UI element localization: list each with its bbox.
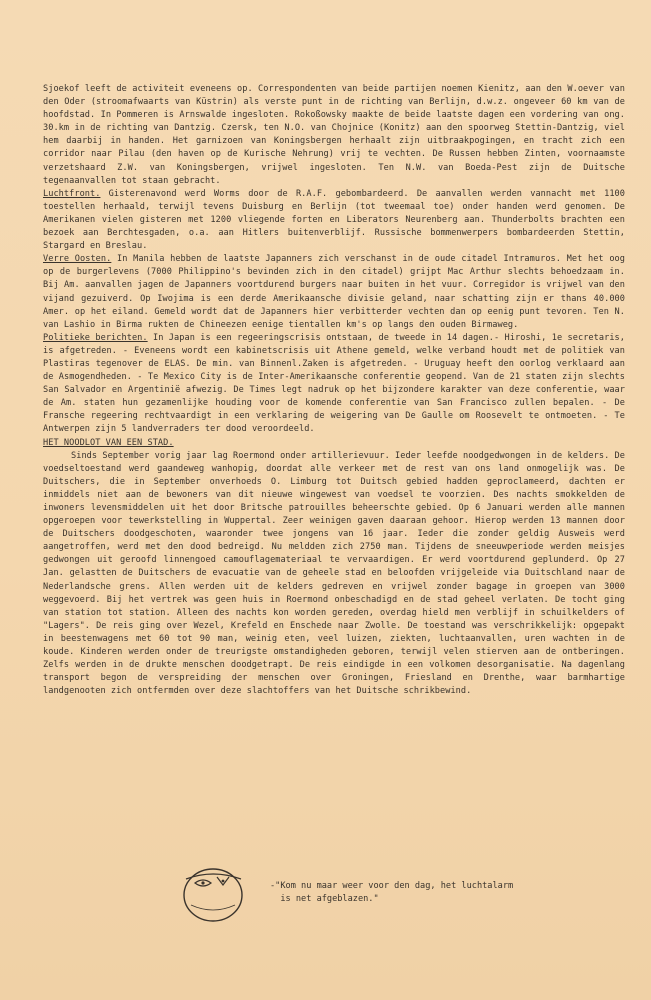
heading-political-news: Politieke berichten. — [43, 332, 148, 343]
text-far-east: In Manila hebben de laatste Japanners zich verschanst in de oude citadel Intramuros. Met het oog op de burgerlevens (7000 Philippino's bevinden zich in den citadel) grijpt Mac Arthur slechts behoedzaam in. Bij Am. aanvallen jagen de Japanners voortdurend burgers naar buiten in het vuur. Corregidor is vrijwel van den vijand gezuiverd. Op Iwojima is een derde Amerikaansche divisie geland, naar schatting zijn er thans 40.000 Amer. op het eiland. Gemeld wordt dat de Japanners hier verbitterder vechten dan op eenig punt tevoren. Ten N. van Lashio in Birma rukten de Chineezen eenige tientallen km's op langs den ouden Birmaweg. — [43, 254, 625, 330]
paragraph-political-news — [43, 332, 625, 437]
document-body — [43, 83, 625, 698]
caption-line-2: is net afgeblazen." — [270, 893, 379, 904]
paragraph-front-east: Sjoekof leeft de activiteit eveneens op. Correspondenten van beide partijen noemen Kienitz, aan den W.oever van den Oder (stroomafwaarts van Küstrin) als verste punt in de richting van Berlijn, d.w.z. ongeveer 60 km van de hoofdstad. In Pommeren is Arnswalde ingesloten. Rokoßowsky maakte de beide laatste dagen een vordering van ong. 30.km in de richting van Dantzig. Czersk, ten N.O. van Chojnice (Konitz) aan den spoorweg Stettin-Dantzig, viel hem daarbij in handen. Het garnizoen van Koningsbergen herhaalt zijn uitbraakpogingen, en tracht zich een corridor naar Pilau (den haven op de Kurische Nehrung) vrij te vechten. De Russen hebben Zinten, voornaamste verzetshaard Z.W. van Koningsbergen, vrijwel ingesloten. Ten N.W. van Boeda-Pest zijn de Duitsche tegenaanvallen tot staan gebracht. — [43, 84, 625, 186]
cartoon-caption — [270, 880, 530, 905]
paragraph-far-east — [43, 253, 625, 332]
text-political-news: In Japan is een regeeringscrisis ontstaan, de tweede in 14 dagen.- Hiroshi, 1e secretaris, is afgetreden. - Eveneens wordt een kabinetscrisis uit Athene gemeld, welke verband houdt met de politiek van Plastiras tegenover de ELAS. De min. van Binnenl.Zaken is afgetreden. - Uruguay heeft den oorlog verklaard aan de Asmogendheden. - Te Mexico City is de Inter-Amerikaansche conferentie geopend. Van de 21 staten zijn slechts San Salvador en Argentinië afwezig. De Times legt nadruk op het bijzondere karakter van deze conferentie, waar de Am. staten hun gezamenlijke houding voor de komende conferentie van San Francisco zullen bepalen. - De Fransche regeering rechtvaardigt in een verklaring de weigering van De Gaulle om Roosevelt te ontmoeten. - Te Antwerpen zijn 5 landverraders ter dood veroordeeld. — [43, 332, 625, 435]
section-title: HET NOODLOT VAN EEN STAD. — [43, 437, 174, 448]
paragraph-roermond: Sinds September vorig jaar lag Roermond onder artillerievuur. Ieder leefde noodgedwongen in de kelders. De voedseltoestand werd gaandeweg wanhopig, doordat alle verkeer met de rest van ons land onmogelijk was. De Duitschers, die in September onverhoeds O. Limburg tot Duitsch gebied hadden geproclameerd, dachten er inmiddels niet aan de bewoners van dit nieuwe wingewest van voedsel te voorzien. Des nachts smokkelden de inwoners levensmiddelen uit het door Britsche patrouilles beheerschte gebied. Op 6 Januari werden alle mannen opgeroepen voor tewerkstelling in Wuppertal. Zeer weinigen gaven daaraan gehoor. Hierop werden 13 mannen door de Duitschers doodgeschoten, waaronder twee jongens van 16 jaar. Ieder die zonder geldig Ausweis werd aangetroffen, werd met den dood bedreigd. Nu meldden zich 2750 man. Tijdens de sneeuwperiode werden meisjes gedwongen uit geroofd linnengoed camouflagemateriaal te vervaardigen. Er werd voortdurend geplunderd. Op 27 Jan. gelastten de Duitschers de evacuatie van de geheele stad en beloofden vrijgeleide via Duitschland naar de Nederlandsche grens. Allen werden uit de kelders gedreven en vrijwel zonder bagage in groepen van 3000 weggevoerd. Bij het vertrek was geen huis in Roermond onbeschadigd en de stad geheel verlaten. De tocht ging van station tot station. Alleen des nachts kon worden gereden, overdag hield men verblijf in schuilkelders of "Lagers". De reis ging over Wezel, Krefeld en Enschede naar Zwolle. De toestand was verschrikkelijk: opgepakt in beestenwagens met 60 tot 90 man, weinig eten, veel luizen, ziekten, luchtaanvallen, uren wachten in de koude. Kinderen werden onder de treurigste omstandigheden geboren, terwijl velen stierven aan de ontberingen. Zelfs werden in de drukte menschen doodgetrapt. De reis eindigde in een volkomen desorganisatie. Na dagenlang transport begon de verspreiding der menschen over Groningen, Friesland en Drenthe, waar barmhartige landgenooten zich ontfermden over deze slachtoffers van het Duitsche schrikbewind. — [43, 450, 625, 697]
text-air-front: Gisterenavond werd Worms door de R.A.F. gebombardeerd. De aanvallen werden vannacht met 1100 toestellen herhaald, terwijl tevens Duisburg en Berlijn (tot tweemaal toe) onder handen werd genomen. De Amerikanen vielen gisteren met 1200 vliegende forten en Liberators Neurenberg aan. Thunderbolts brachten een bezoek aan Berchtesgaden, o.a. aan Hitlers buitenverblijf. Russische bommenwerpers bombardeerden Stettin, Stargard en Breslau. — [43, 188, 625, 252]
heading-far-east: Verre Oosten. — [43, 254, 112, 265]
paragraph-air-front — [43, 188, 625, 253]
caption-line-1: -"Kom nu maar weer voor den dag, het luchtalarm — [270, 881, 514, 891]
heading-air-front: Luchtfront. — [43, 188, 101, 199]
cartoon-drawing — [181, 865, 245, 923]
